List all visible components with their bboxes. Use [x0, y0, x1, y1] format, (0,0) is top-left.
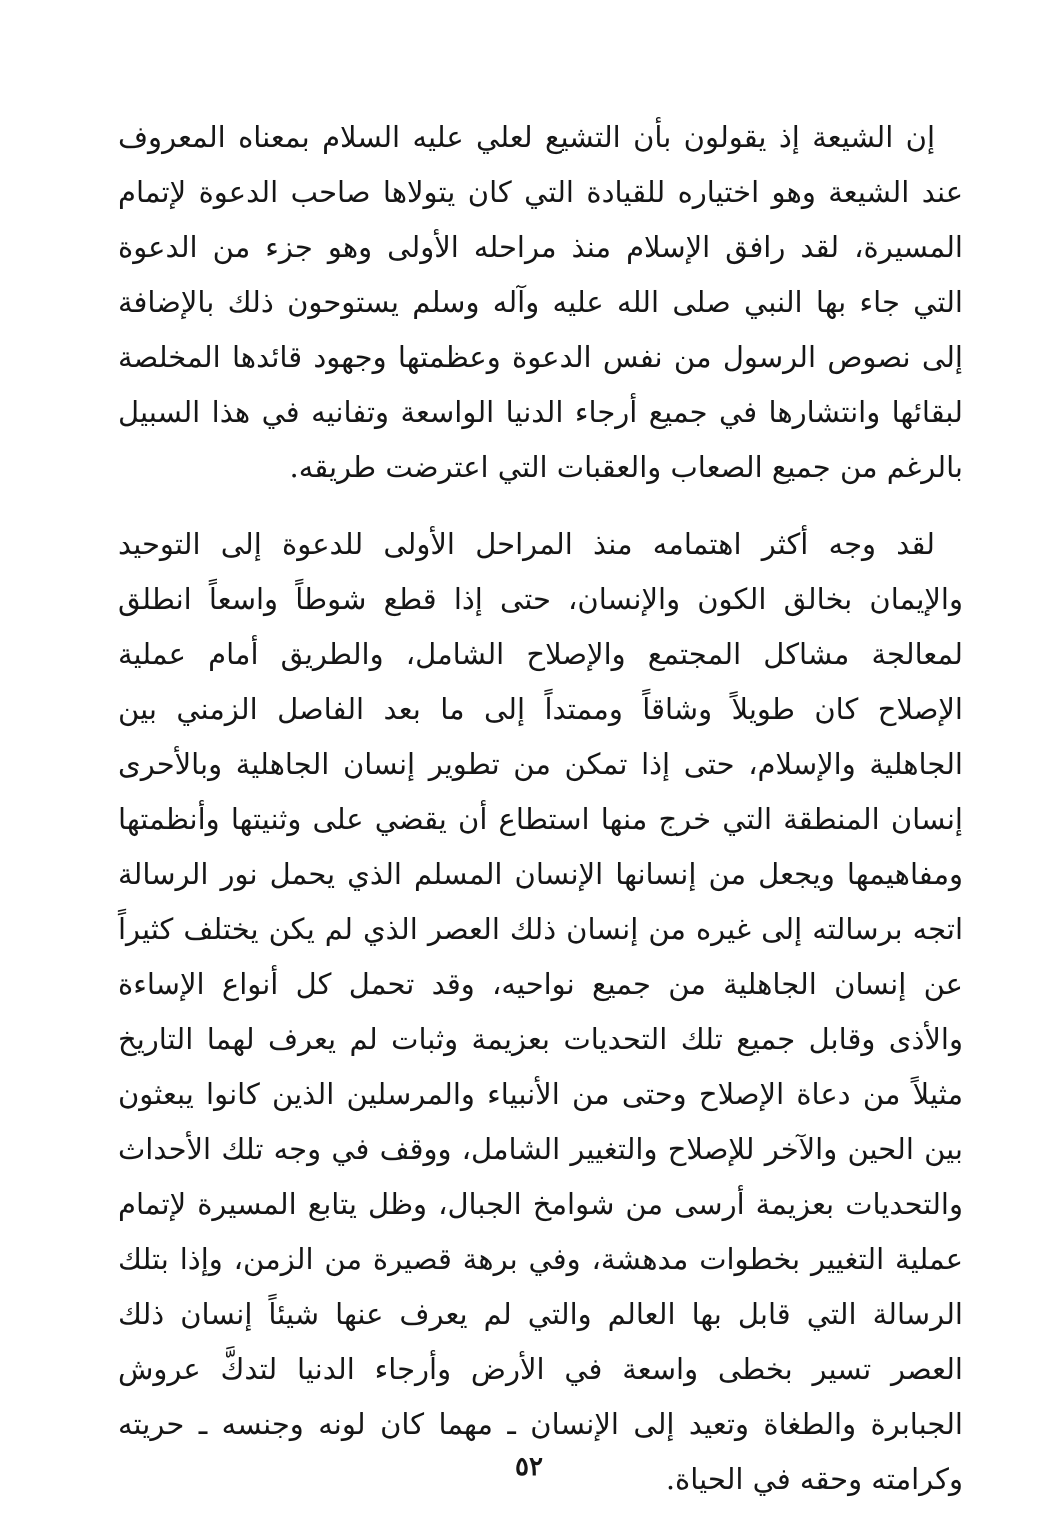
page-number: ٥٢	[515, 1452, 543, 1482]
body-text	[118, 110, 963, 1507]
paragraph-2: لقد وجه أكثر اهتمامه منذ المراحل الأولى للدعوة إلى التوحيد والإيمان بخالق الكون والإنسان، حتى إذا قطع شوطاً واسعاً انطلق لمعالجة مشاكل المجتمع والإصلاح الشامل، والطريق أمام عملية الإصلاح كان طويلاً وشاقاً وممتداً إلى ما بعد الفاصل الزمني بين الجاهلية والإسلام، حتى إذا تمكن من تطوير إنسان الجاهلية وبالأحرى إنسان المنطقة التي خرج منها استطاع أن يقضي على وثنيتها وأنظمتها ومفاهيمها ويجعل من إنسانها الإنسان المسلم الذي يحمل نور الرسالة اتجه برسالته إلى غيره من إنسان ذلك العصر الذي لم يكن يختلف كثيراً عن إنسان الجاهلية من جميع نواحيه، وقد تحمل كل أنواع الإساءة والأذى وقابل جميع تلك التحديات بعزيمة وثبات لم يعرف لهما التاريخ مثيلاً من دعاة الإصلاح وحتى من الأنبياء والمرسلين الذين كانوا يبعثون بين الحين والآخر للإصلاح والتغيير الشامل، ووقف في وجه تلك الأحداث والتحديات بعزيمة أرسى من شوامخ الجبال، وظل يتابع المسيرة لإتمام عملية التغيير بخطوات مدهشة، وفي برهة قصيرة من الزمن، وإذا بتلك الرسالة التي قابل بها العالم والتي لم يعرف عنها شيئاً إنسان ذلك العصر تسير بخطى واسعة في الأرض وأرجاء الدنيا لتدكَّ عروش الجبابرة والطغاة وتعيد إلى الإنسان ـ مهما كان لونه وجنسه ـ حريته وكرامته وحقه في الحياة.	[118, 527, 964, 1496]
paragraph-1: إن الشيعة إذ يقولون بأن التشيع لعلي عليه السلام بمعناه المعروف عند الشيعة وهو اختياره للقيادة التي كان يتولاها صاحب الدعوة لإتمام المسيرة، لقد رافق الإسلام منذ مراحله الأولى وهو جزء من الدعوة التي جاء بها النبي صلى الله عليه وآله وسلم يستوحون ذلك بالإضافة إلى نصوص الرسول من نفس الدعوة وعظمتها وجهود قائدها المخلصة لبقائها وانتشارها في جميع أرجاء الدنيا الواسعة وتفانيه في هذا السبيل بالرغم من جميع الصعاب والعقبات التي اعترضت طريقه.	[118, 120, 963, 484]
